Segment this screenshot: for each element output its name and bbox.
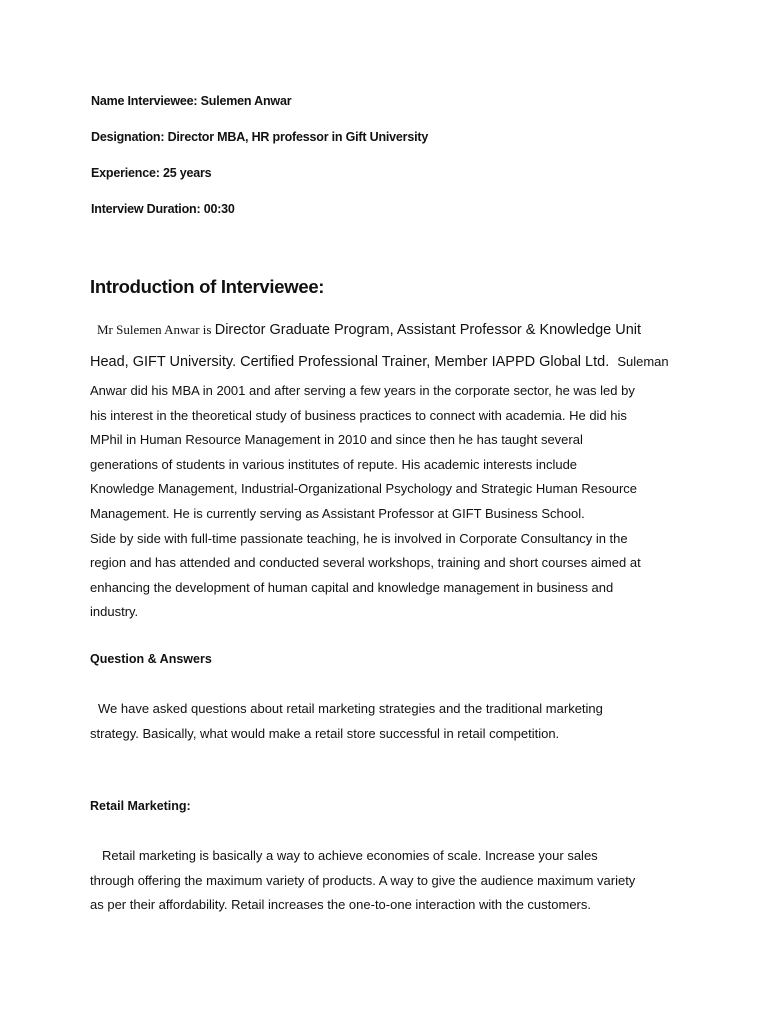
introduction-body-line: region and has attended and conducted several workshops, training and short courses aimed at [90,555,641,571]
introduction-body [90,379,690,625]
retail-body [90,844,690,918]
introduction-body-line: enhancing the development of human capital and knowledge management in business and [90,579,614,595]
introduction-body-line: generations of students in various institutes of repute. His academic interests include [90,456,578,472]
interviewee-name-line [91,94,291,108]
interviewee-name-label: Name Interviewee: [91,94,198,108]
duration-line [91,202,235,216]
qa-body [90,697,690,746]
designation-line [91,130,428,144]
experience-line [91,166,211,180]
introduction-heading: Introduction of Interviewee: [90,276,325,297]
qa-body-line: We have asked questions about retail marketing strategies and the traditional marketing [98,701,603,716]
introduction-line-2 [90,354,669,370]
introduction-line-1-prefix: Mr Sulemen Anwar is [97,322,215,337]
experience-value: 25 years [162,166,212,180]
retail-heading: Retail Marketing: [90,799,191,813]
designation-value: Director MBA, HR professor in Gift University [167,130,429,144]
introduction-line-1-rest: Director Graduate Program, Assistant Professor & Knowledge Unit [214,322,642,338]
retail-body-line: through offering the maximum variety of products. A way to give the audience maximum variety [90,872,636,888]
introduction-line-1 [90,322,690,338]
qa-heading: Question & Answers [90,652,212,666]
duration-label: Interview Duration: [91,202,201,216]
experience-label: Experience: [91,166,160,180]
interviewee-name-value: Sulemen Anwar [200,94,292,108]
introduction-body-line: Side by side with full-time passionate teaching, he is involved in Corporate Consultancy in the [90,530,628,546]
qa-body-line: strategy. Basically, what would make a retail store successful in retail competition. [90,725,560,741]
introduction-line-2-tail: Suleman [617,354,669,369]
introduction-body-line: Anwar did his MBA in 2001 and after serving a few years in the corporate sector, he was led by [90,383,635,398]
retail-body-line: as per their affordability. Retail increases the one-to-one interaction with the customers. [90,897,591,913]
introduction-body-line: Management. He is currently serving as Assistant Professor at GIFT Business School. [90,505,585,521]
introduction-body-line: his interest in the theoretical study of business practices to connect with academia. He did his [90,407,627,423]
introduction-body-line: industry. [90,604,139,620]
introduction-body-line: MPhil in Human Resource Management in 2010 and since then he has taught several [90,432,583,448]
designation-label: Designation: [91,130,165,144]
introduction-line-2-main: Head, GIFT University. Certified Professional Trainer, Member IAPPD Global Ltd. [90,354,610,370]
duration-value: 00:30 [203,202,235,216]
retail-body-line: Retail marketing is basically a way to achieve economies of scale. Increase your sales [102,848,598,863]
introduction-body-line: Knowledge Management, Industrial-Organizational Psychology and Strategic Human Resource [90,481,638,497]
